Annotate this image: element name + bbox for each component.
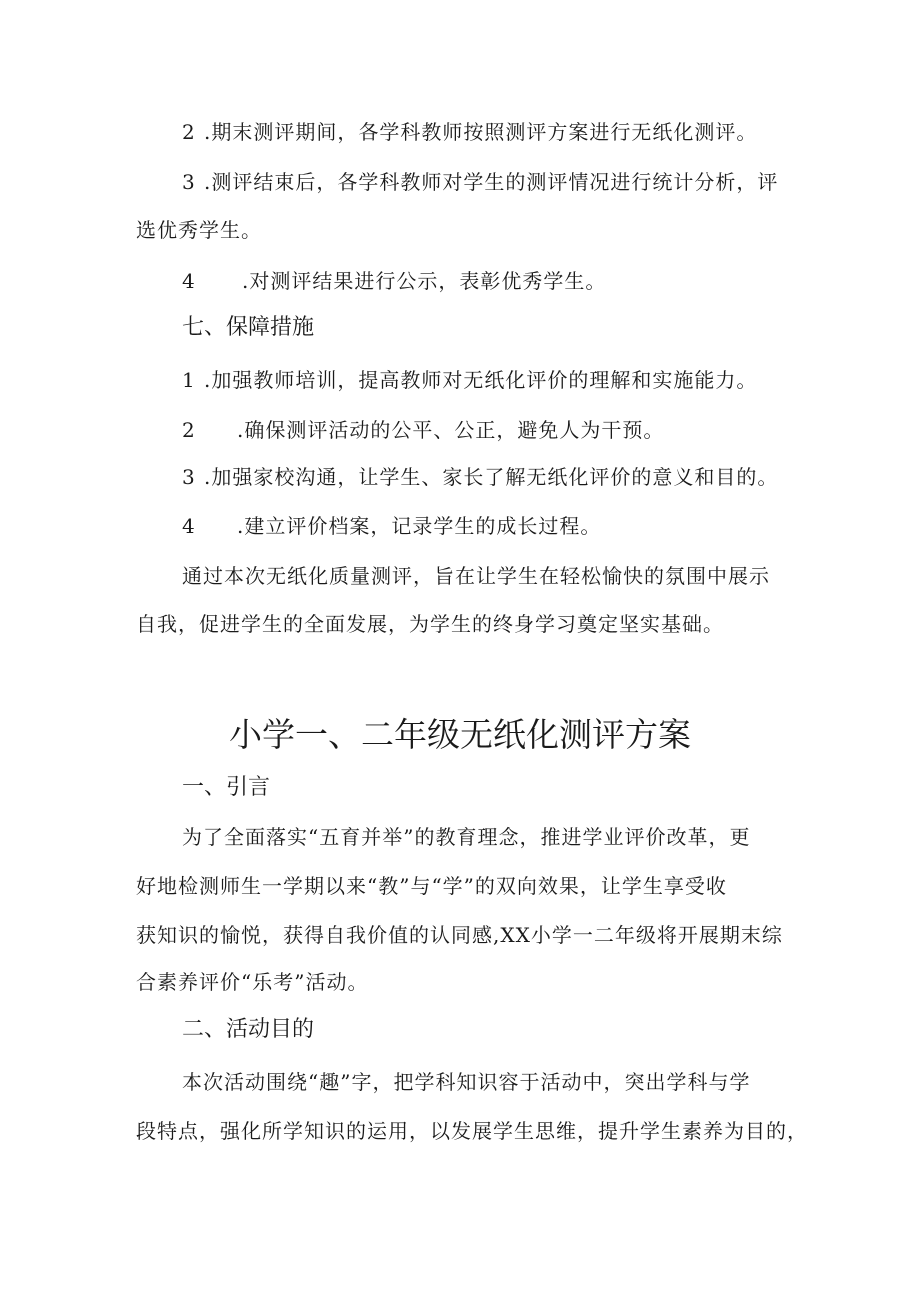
item-number: 1: [182, 368, 196, 392]
item-number: 2: [182, 120, 196, 144]
paragraph-line: 段特点，强化所学知识的运用，以发展学生思维，提升学生素养为目的，: [136, 1119, 808, 1143]
paragraph-line: 合素养评价“乐考”活动。: [136, 970, 369, 994]
list-item: [182, 512, 601, 540]
conclusion-line: 通过本次无纸化质量测评，旨在让学生在轻松愉快的氛围中展示: [182, 564, 770, 588]
item-text: .加强教师培训，提高教师对无纸化评价的理解和实施能力。: [204, 368, 758, 392]
item-number: 3: [182, 465, 196, 489]
item-text: .期末测评期间，各学科教师按照测评方案进行无纸化测评。: [204, 120, 758, 144]
item-text: .确保测评活动的公平、公正，避免人为干预。: [237, 418, 665, 442]
list-item: [182, 416, 664, 444]
paragraph-line: 好地检测师生一学期以来“教”与“学”的双向效果，让学生享受收: [136, 874, 727, 898]
paragraph-line: 本次活动围绕“趣”字，把学科知识容于活动中，突出学科与学: [182, 1070, 751, 1094]
list-item: [182, 267, 606, 295]
list-item: [182, 118, 757, 146]
list-item: [182, 366, 757, 394]
item-text: .加强家校沟通，让学生、家长了解无纸化评价的意义和目的。: [204, 465, 779, 489]
paragraph-line: 获知识的愉悦，获得自我价值的认同感,XX小学一二年级将开展期末综: [136, 923, 783, 947]
conclusion-line: 自我，促进学生的全面发展，为学生的终身学习奠定坚实基础。: [136, 612, 724, 636]
item-text: .建立评价档案，记录学生的成长过程。: [237, 514, 602, 538]
section-heading: 二、活动目的: [182, 1017, 315, 1042]
item-number: 4: [182, 514, 196, 538]
section-heading: 七、保障措施: [182, 315, 315, 340]
item-continuation: 选优秀学生。: [136, 218, 262, 242]
item-number: 3: [182, 170, 196, 194]
item-text: .对测评结果进行公示，表彰优秀学生。: [242, 269, 607, 293]
item-number: 4: [182, 269, 196, 293]
document-title: 小学一、二年级无纸化测评方案: [229, 715, 691, 754]
item-number: 2: [182, 418, 196, 442]
item-text: .测评结束后，各学科教师对学生的测评情况进行统计分析，评: [204, 170, 779, 194]
list-item: [182, 463, 778, 491]
list-item: [182, 168, 778, 196]
paragraph-line: 为了全面落实“五育并举”的教育理念，推进学业评价改革，更: [182, 825, 751, 849]
section-heading: 一、引言: [182, 775, 271, 800]
